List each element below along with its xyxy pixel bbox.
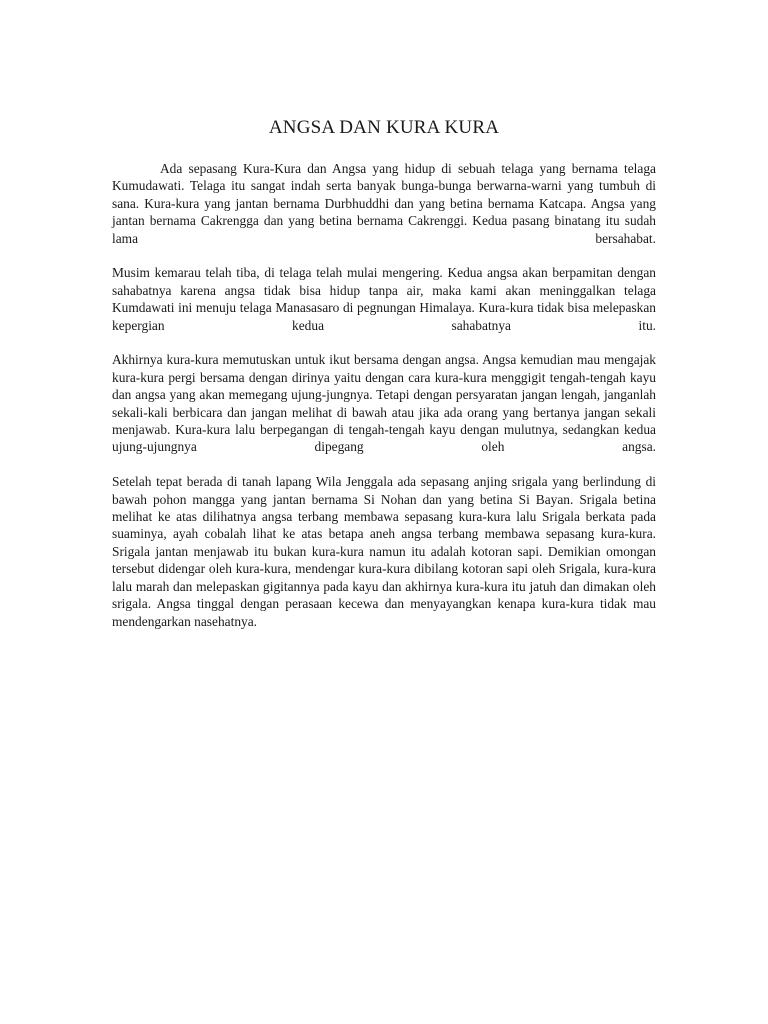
document-title: ANGSA DAN KURA KURA [268,117,500,138]
paragraph-4: Setelah tepat berada di tanah lapang Wila Jenggala ada sepasang anjing srigala yang berlindung di bawah pohon mangga yang jantan bernama Si Nohan dan yang betina Si Bayan. Srigala betina melihat ke atas dilihatnya angsa terbang membawa sepasang kura-kura lalu Srigala berkata pada suaminya, ayah cobalah lihat ke atas betapa aneh angsa terbang membawa sepasang kura-kura. Srigala jantan menjawab itu bukan kura-kura namun itu adalah kotoran sapi. Demikian omongan tersebut didengar oleh kura-kura, mendengar kura-kura dibilang kotoran sapi oleh Srigala, kura-kura lalu marah dan melepaskan gigitannya pada kayu dan akhirnya kura-kura itu jatuh dan dimakan oleh srigala. Angsa tinggal dengan perasaan kecewa dan menyayangkan kenapa kura-kura tidak mau mendengarkan nasehatnya. [112,474,656,629]
paragraph-3: Akhirnya kura-kura memutuskan untuk ikut bersama dengan angsa. Angsa kemudian mau mengajak kura-kura pergi bersama dengan dirinya yaitu dengan cara kura-kura menggigit tengah-tengah kayu dan angsa yang akan memegang ujung-jungnya. Tetapi dengan persyaratan jangan lengah, janganlah sekali-kali berbicara dan jangan melihat di bawah atau jika ada orang yang bertanya jangan sekali menjawab. Kura-kura lalu berpegangan di tengah-tengah kayu dengan mulutnya, sedangkan kedua ujung-ujungnya dipegang oleh angsa. [112,352,656,455]
document-body [112,160,656,647]
paragraph-2: Musim kemarau telah tiba, di telaga telah mulai mengering. Kedua angsa akan berpamitan dengan sahabatnya karena angsa tidak bisa hidup tanpa air, maka kami akan meninggalkan telaga Kumdawati ini menuju telaga Manasasaro di pegnungan Himalaya. Kura-kura tidak bisa melepaskan kepergian kedua sahabatnya itu. [112,265,656,333]
paragraph-1: Ada sepasang Kura-Kura dan Angsa yang hidup di sebuah telaga yang bernama telaga Kumudawati. Telaga itu sangat indah serta banyak bunga-bunga berwarna-warni yang tumbuh di sana. Kura-kura yang jantan bernama Durbhuddhi dan yang betina bernama Katcapa. Angsa yang jantan bernama Cakrengga dan yang betina bernama Cakrenggi. Kedua pasang binatang itu sudah lama bersahabat. [112,161,656,246]
